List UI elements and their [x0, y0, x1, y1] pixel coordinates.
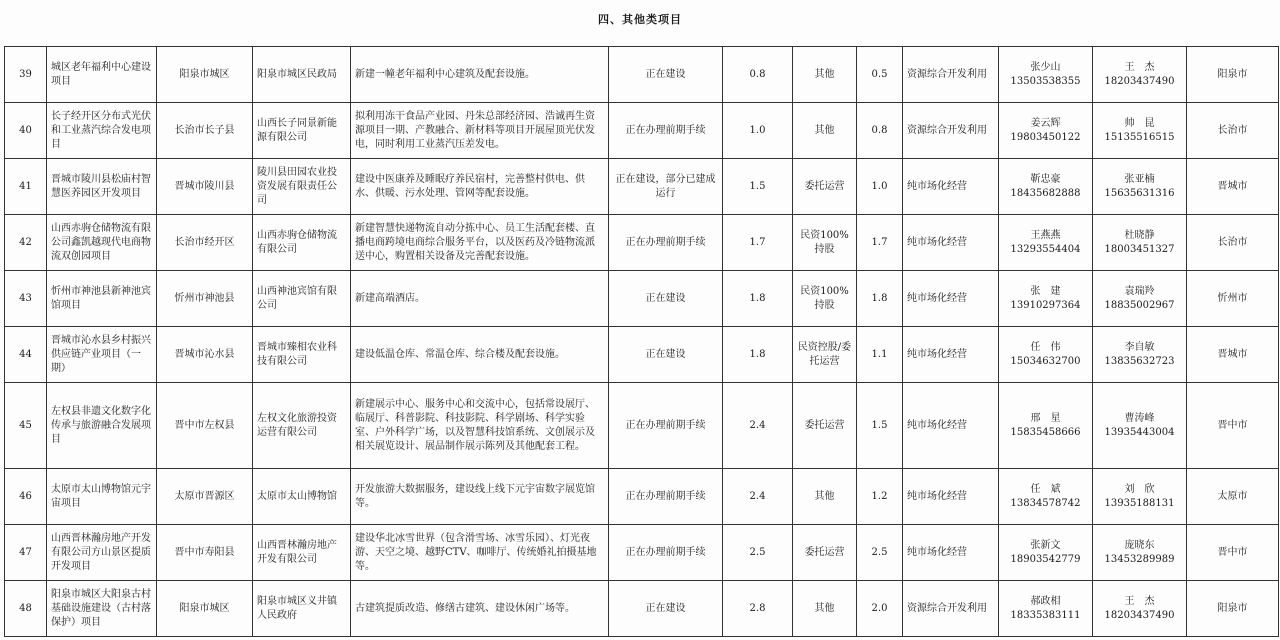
contact-name: 邢 星: [1030, 412, 1061, 424]
project-location: 阳泉市城区: [157, 581, 253, 637]
contact-secondary: [1093, 581, 1187, 637]
table-row: [5, 469, 1279, 525]
financing-amount: 1.5: [857, 383, 903, 469]
contact-name: 王 杰: [1124, 61, 1155, 73]
contact-name: 帅 昆: [1124, 117, 1155, 129]
project-status: 正在建设: [609, 271, 723, 327]
project-owner: 阳泉市城区民政局: [253, 47, 351, 103]
contact-primary: [999, 47, 1093, 103]
project-owner: 山西长子同景新能源有限公司: [253, 103, 351, 159]
project-location: 晋城市陵川县: [157, 159, 253, 215]
row-number: 44: [5, 327, 47, 383]
contact-primary: [999, 103, 1093, 159]
contact-phone: 15835458666: [1010, 426, 1081, 438]
project-status: 正在建设，部分已建成运行: [609, 159, 723, 215]
row-number: 39: [5, 47, 47, 103]
contact-primary: [999, 525, 1093, 581]
financing-amount: 1.2: [857, 469, 903, 525]
contact-primary: [999, 383, 1093, 469]
project-location: 忻州市神池县: [157, 271, 253, 327]
project-city: 太原市: [1187, 469, 1279, 525]
project-content: 古建筑提质改造、修缮古建筑、建设休闲广场等。: [351, 581, 609, 637]
contact-name: 姜云辉: [1030, 117, 1061, 129]
row-number: 41: [5, 159, 47, 215]
contact-phone: 18435682888: [1010, 187, 1081, 199]
project-name: 晋城市沁水县乡村振兴供应链产业项目（一期）: [47, 327, 157, 383]
table-row: [5, 581, 1279, 637]
financing-amount: 0.5: [857, 47, 903, 103]
row-number: 47: [5, 525, 47, 581]
contact-name: 庞晓东: [1124, 539, 1155, 551]
contact-name: 曹涛峰: [1124, 412, 1155, 424]
project-name: 城区老年福利中心建设项目: [47, 47, 157, 103]
total-investment: 2.4: [723, 383, 793, 469]
project-category: 资源综合开发利用: [903, 47, 999, 103]
operation-mode: 其他: [793, 103, 857, 159]
project-location: 长治市经开区: [157, 215, 253, 271]
project-category: 纯市场化经营: [903, 159, 999, 215]
table-row: [5, 47, 1279, 103]
project-owner: 晋城市臻相农业科技有限公司: [253, 327, 351, 383]
contact-secondary: [1093, 47, 1187, 103]
contact-phone: 18203437490: [1104, 609, 1175, 621]
row-number: 40: [5, 103, 47, 159]
project-status: 正在办理前期手续: [609, 469, 723, 525]
contact-name: 张新文: [1030, 539, 1061, 551]
contact-phone: 18203437490: [1104, 75, 1175, 87]
contact-primary: [999, 159, 1093, 215]
project-status: 正在建设: [609, 581, 723, 637]
project-table: [4, 46, 1279, 637]
contact-phone: 15034632700: [1010, 355, 1081, 367]
project-city: 晋城市: [1187, 327, 1279, 383]
contact-name: 袁瑞羚: [1124, 285, 1155, 297]
contact-phone: 13935188131: [1104, 497, 1175, 509]
table-body: [5, 47, 1279, 637]
total-investment: 2.8: [723, 581, 793, 637]
operation-mode: 委托运营: [793, 525, 857, 581]
project-content: 新建展示中心、服务中心和交流中心，包括常设展厅、临展厅、科普影院、科技影院、科学剧场、科学实验室、户外科学广场，以及智慧科技馆系统、文创展示及相关展览设计、展品制作展示陈列及其他配套工程。: [351, 383, 609, 469]
project-city: 阳泉市: [1187, 47, 1279, 103]
contact-phone: 18903542779: [1010, 553, 1081, 565]
operation-mode: 民资100%持股: [793, 271, 857, 327]
contact-phone: 18335383111: [1010, 609, 1081, 621]
project-location: 阳泉市城区: [157, 47, 253, 103]
contact-secondary: [1093, 103, 1187, 159]
operation-mode: 委托运营: [793, 159, 857, 215]
project-category: 资源综合开发利用: [903, 103, 999, 159]
project-owner: 太原市太山博物馆: [253, 469, 351, 525]
contact-secondary: [1093, 469, 1187, 525]
project-status: 正在办理前期手续: [609, 383, 723, 469]
project-city: 长治市: [1187, 103, 1279, 159]
table-row: [5, 271, 1279, 327]
total-investment: 0.8: [723, 47, 793, 103]
row-number: 45: [5, 383, 47, 469]
project-content: 建设低温仓库、常温仓库、综合楼及配套设施。: [351, 327, 609, 383]
operation-mode: 委托运营: [793, 383, 857, 469]
project-category: 纯市场化经营: [903, 271, 999, 327]
project-category: 纯市场化经营: [903, 215, 999, 271]
project-location: 晋中市寿阳县: [157, 525, 253, 581]
project-location: 长治市长子县: [157, 103, 253, 159]
project-owner: 山西神池宾馆有限公司: [253, 271, 351, 327]
contact-name: 刘 欣: [1124, 483, 1155, 495]
row-number: 46: [5, 469, 47, 525]
contact-phone: 13293554404: [1010, 243, 1081, 255]
operation-mode: 其他: [793, 469, 857, 525]
table-row: [5, 327, 1279, 383]
total-investment: 1.8: [723, 327, 793, 383]
project-name: 太原市太山博物馆元宇宙项目: [47, 469, 157, 525]
contact-secondary: [1093, 215, 1187, 271]
project-owner: 陵川县田园农业投资发展有限责任公司: [253, 159, 351, 215]
project-city: 晋中市: [1187, 525, 1279, 581]
operation-mode: 民资控股/委托运营: [793, 327, 857, 383]
contact-name: 任 伟: [1030, 341, 1061, 353]
project-name: 晋城市陵川县松庙村智慧医养园区开发项目: [47, 159, 157, 215]
row-number: 43: [5, 271, 47, 327]
project-name: 山西晋林瀚房地产开发有限公司方山景区提质开发项目: [47, 525, 157, 581]
contact-primary: [999, 327, 1093, 383]
financing-amount: 1.0: [857, 159, 903, 215]
contact-phone: 13453289989: [1104, 553, 1175, 565]
contact-phone: 13503538355: [1010, 75, 1081, 87]
table-row: [5, 159, 1279, 215]
project-category: 纯市场化经营: [903, 525, 999, 581]
contact-phone: 13910297364: [1010, 299, 1081, 311]
project-category: 纯市场化经营: [903, 469, 999, 525]
contact-primary: [999, 271, 1093, 327]
contact-name: 张少山: [1030, 61, 1061, 73]
table-row: [5, 525, 1279, 581]
operation-mode: 民资100%持股: [793, 215, 857, 271]
project-category: 资源综合开发利用: [903, 581, 999, 637]
project-category: 纯市场化经营: [903, 327, 999, 383]
contact-secondary: [1093, 327, 1187, 383]
contact-secondary: [1093, 525, 1187, 581]
project-owner: 山西晋林瀚房地产开发有限公司: [253, 525, 351, 581]
section-heading: 四、其他类项目: [598, 13, 682, 26]
contact-secondary: [1093, 271, 1187, 327]
contact-phone: 13834578742: [1010, 497, 1081, 509]
contact-phone: 18835002967: [1104, 299, 1175, 311]
contact-name: 张亚楠: [1124, 173, 1155, 185]
project-content: 新建一幢老年福利中心建筑及配套设施。: [351, 47, 609, 103]
financing-amount: 2.0: [857, 581, 903, 637]
table-row: [5, 103, 1279, 159]
contact-phone: 18003451327: [1104, 243, 1175, 255]
project-status: 正在办理前期手续: [609, 525, 723, 581]
total-investment: 2.4: [723, 469, 793, 525]
total-investment: 1.8: [723, 271, 793, 327]
table-row: [5, 215, 1279, 271]
total-investment: 1.5: [723, 159, 793, 215]
project-city: 长治市: [1187, 215, 1279, 271]
contact-name: 任 斌: [1030, 483, 1061, 495]
financing-amount: 1.8: [857, 271, 903, 327]
contact-phone: 13835632723: [1104, 355, 1175, 367]
operation-mode: 其他: [793, 581, 857, 637]
project-owner: 山西赤驹仓储物流有限公司: [253, 215, 351, 271]
project-name: 山西赤驹仓储物流有限公司鑫凯越现代电商物流双创园项目: [47, 215, 157, 271]
total-investment: 1.7: [723, 215, 793, 271]
financing-amount: 2.5: [857, 525, 903, 581]
project-content: 建设中医康养及睡眠疗养民宿村，完善整村供电、供水、供暖、污水处理、管网等配套设施。: [351, 159, 609, 215]
project-content: 开发旅游大数据服务，建设线上线下元宇宙数字展览馆等。: [351, 469, 609, 525]
project-owner: 左权文化旅游投资运营有限公司: [253, 383, 351, 469]
contact-name: 王 杰: [1124, 595, 1155, 607]
financing-amount: 0.8: [857, 103, 903, 159]
contact-phone: 15135516515: [1104, 131, 1175, 143]
project-name: 长子经开区分布式光伏和工业蒸汽综合发电项目: [47, 103, 157, 159]
project-owner: 阳泉市城区义井镇人民政府: [253, 581, 351, 637]
project-location: 太原市晋源区: [157, 469, 253, 525]
project-content: 新建高端酒店。: [351, 271, 609, 327]
financing-amount: 1.7: [857, 215, 903, 271]
project-city: 晋城市: [1187, 159, 1279, 215]
project-status: 正在建设: [609, 47, 723, 103]
table-row: [5, 383, 1279, 469]
financing-amount: 1.1: [857, 327, 903, 383]
contact-name: 李自敏: [1124, 341, 1155, 353]
contact-name: 郝政相: [1030, 595, 1061, 607]
contact-secondary: [1093, 159, 1187, 215]
operation-mode: 其他: [793, 47, 857, 103]
contact-phone: 19803450122: [1010, 131, 1081, 143]
project-category: 纯市场化经营: [903, 383, 999, 469]
project-content: 拟利用冻干食品产业园、丹朱总部经济园、浩诚再生资源项目一期、产教融合、新材料等项目开展屋顶光伏发电，同时利用工业蒸汽压差发电。: [351, 103, 609, 159]
project-city: 晋中市: [1187, 383, 1279, 469]
project-city: 阳泉市: [1187, 581, 1279, 637]
row-number: 48: [5, 581, 47, 637]
contact-name: 张 建: [1030, 285, 1061, 297]
contact-name: 靳忠豪: [1030, 173, 1061, 185]
project-status: 正在办理前期手续: [609, 103, 723, 159]
project-content: 建设华北冰雪世界（包含滑雪场、冰雪乐园）、灯光夜游、天空之境、越野CTV、咖啡厅、传统婚礼拍摄基地等。: [351, 525, 609, 581]
contact-primary: [999, 215, 1093, 271]
project-status: 正在办理前期手续: [609, 215, 723, 271]
contact-primary: [999, 581, 1093, 637]
project-location: 晋中市左权县: [157, 383, 253, 469]
project-location: 晋城市沁水县: [157, 327, 253, 383]
project-city: 忻州市: [1187, 271, 1279, 327]
total-investment: 2.5: [723, 525, 793, 581]
contact-name: 王燕燕: [1030, 229, 1061, 241]
contact-secondary: [1093, 383, 1187, 469]
project-name: 左权县非遗文化数字化传承与旅游融合发展项目: [47, 383, 157, 469]
contact-phone: 15635631316: [1104, 187, 1175, 199]
project-name: 忻州市神池县新神池宾馆项目: [47, 271, 157, 327]
contact-name: 杜晓静: [1124, 229, 1155, 241]
contact-phone: 13935443004: [1104, 426, 1175, 438]
project-content: 新建智慧快递物流自动分拣中心、员工生活配套楼、直播电商跨境电商综合服务平台，以及医药及冷链物流派送中心，购置相关设备及完善配套设施。: [351, 215, 609, 271]
total-investment: 1.0: [723, 103, 793, 159]
project-name: 阳泉市城区大阳泉古村基础设施建设（古村落保护）项目: [47, 581, 157, 637]
contact-primary: [999, 469, 1093, 525]
row-number: 42: [5, 215, 47, 271]
project-status: 正在建设: [609, 327, 723, 383]
